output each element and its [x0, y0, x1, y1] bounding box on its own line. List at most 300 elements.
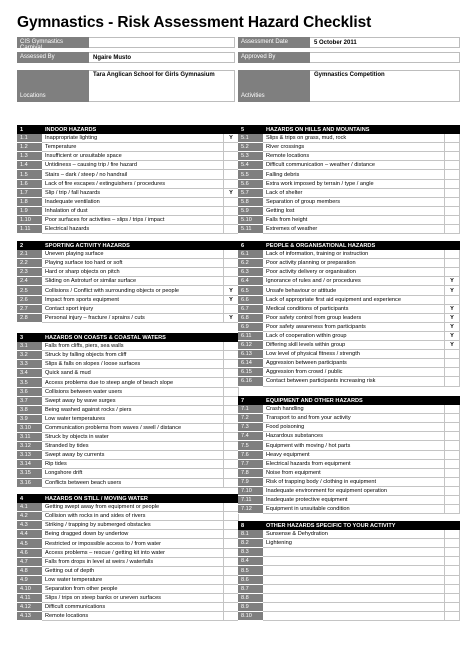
hazard-check-cell[interactable]: [224, 152, 239, 161]
hazard-check-cell[interactable]: [224, 360, 239, 369]
hazard-check-cell[interactable]: Y: [445, 314, 460, 323]
hazard-description: [263, 603, 445, 612]
hazard-check-cell[interactable]: [224, 433, 239, 442]
hazard-check-cell[interactable]: [224, 594, 239, 603]
hazard-check-cell[interactable]: [224, 479, 239, 488]
hazard-check-cell[interactable]: [224, 305, 239, 314]
activity-field[interactable]: [89, 37, 235, 48]
hazard-row: [17, 451, 239, 460]
hazard-check-cell[interactable]: [445, 441, 460, 450]
hazard-description: Remote locations: [42, 612, 224, 621]
hazard-check-cell[interactable]: [445, 225, 460, 234]
hazard-number: 5.7: [238, 189, 263, 198]
hazard-check-cell[interactable]: [445, 530, 460, 539]
assessment-date-row: [238, 37, 460, 48]
hazard-number: 4.4: [17, 530, 42, 539]
hazard-row: [17, 530, 239, 539]
hazard-check-cell[interactable]: [224, 170, 239, 179]
hazard-row: [238, 414, 460, 423]
hazard-check-cell[interactable]: [445, 152, 460, 161]
hazard-row: [17, 134, 239, 143]
hazard-check-cell[interactable]: Y: [445, 286, 460, 295]
hazard-number: 3.16: [17, 479, 42, 488]
hazard-description: Lightening: [263, 539, 445, 548]
hazard-check-cell[interactable]: Y: [445, 332, 460, 341]
hazard-row: [238, 432, 460, 441]
hazard-row: [17, 469, 239, 478]
hazard-description: Poor surfaces for activities – slips / trips / impact: [42, 216, 224, 225]
hazard-check-cell[interactable]: [445, 216, 460, 225]
hazard-row: [238, 594, 460, 603]
hazard-description: Collisions / Conflict with surrounding objects or people: [42, 286, 224, 295]
activities-row: [238, 70, 460, 102]
hazard-number: 7.3: [238, 423, 263, 432]
hazard-number: 5.4: [238, 161, 263, 170]
hazard-number: 6.15: [238, 368, 263, 377]
assessed-by-field[interactable]: Ngaire Musto: [89, 52, 235, 63]
hazard-number: 4.13: [17, 612, 42, 621]
hazard-number: 6.12: [238, 341, 263, 350]
hazard-number: 8.2: [238, 539, 263, 548]
hazard-row: [238, 423, 460, 432]
hazard-description: Striking / trapping by submerged obstacles: [42, 521, 224, 530]
hazard-description: Low level of physical fitness / strength: [263, 350, 445, 359]
hazard-check-cell[interactable]: [445, 548, 460, 557]
hazard-row: [17, 216, 239, 225]
section-title: PEOPLE & ORGANISATIONAL HAZARDS: [266, 242, 376, 249]
hazard-description: Slips / trips on steep banks or uneven surfaces: [42, 594, 224, 603]
hazard-row: [17, 378, 239, 387]
hazard-row: [17, 567, 239, 576]
hazard-row: [238, 487, 460, 496]
hazard-description: Aggression between participants: [263, 359, 445, 368]
hazard-check-cell[interactable]: [224, 424, 239, 433]
hazard-row: [17, 369, 239, 378]
hazard-check-cell[interactable]: [445, 469, 460, 478]
hazard-number: 2.6: [17, 296, 42, 305]
hazard-check-cell[interactable]: Y: [445, 305, 460, 314]
section-water-hazards: [17, 494, 239, 621]
hazard-row: [238, 268, 460, 277]
section-header: [238, 125, 460, 134]
hazard-row: [17, 143, 239, 152]
hazard-description: Slips & trips on grass, mud, rock: [263, 134, 445, 143]
hazard-row: [17, 388, 239, 397]
hazard-description: Being dragged down by undertow: [42, 530, 224, 539]
hazard-number: 7.4: [238, 432, 263, 441]
hazard-number: 2.8: [17, 314, 42, 323]
hazard-check-cell[interactable]: [445, 423, 460, 432]
hazard-check-cell[interactable]: [224, 342, 239, 351]
section-title: SPORTING ACTIVITY HAZARDS: [45, 242, 130, 249]
hazard-description: Medical conditions of participants: [263, 305, 445, 314]
hazard-check-cell[interactable]: [445, 487, 460, 496]
hazard-check-cell[interactable]: [445, 377, 460, 386]
hazard-number: 4.9: [17, 576, 42, 585]
hazard-number: 6.6: [238, 296, 263, 305]
hazard-number: 4.11: [17, 594, 42, 603]
hazard-description: Impact from sports equipment: [42, 296, 224, 305]
hazard-description: Being washed against rocks / piers: [42, 406, 224, 415]
hazard-check-cell[interactable]: [445, 576, 460, 585]
hazard-number: 1.3: [17, 152, 42, 161]
hazard-number: 5.6: [238, 180, 263, 189]
hazard-check-cell[interactable]: Y: [224, 286, 239, 295]
hazard-number: 4.5: [17, 539, 42, 548]
hazard-check-cell[interactable]: [224, 460, 239, 469]
hazard-number: 7.1: [238, 405, 263, 414]
hazard-number: 6.16: [238, 377, 263, 386]
locations-field[interactable]: Tara Anglican School for Girls Gymnasium: [89, 70, 235, 102]
hazard-check-cell[interactable]: [445, 451, 460, 460]
section-number: 7: [241, 397, 245, 404]
hazard-check-cell[interactable]: [445, 170, 460, 179]
hazard-number: 1.2: [17, 143, 42, 152]
hazard-check-cell[interactable]: Y: [224, 314, 239, 323]
hazard-check-cell[interactable]: [224, 161, 239, 170]
hazard-number: 3.15: [17, 469, 42, 478]
hazard-row: [238, 478, 460, 487]
section-title: HAZARDS ON COASTS & COASTAL WATERS: [45, 334, 166, 341]
hazard-row: [17, 460, 239, 469]
section-header: [17, 494, 239, 503]
hazard-row: [238, 305, 460, 314]
hazard-row: [17, 277, 239, 286]
hazard-row: [17, 558, 239, 567]
hazard-check-cell[interactable]: [445, 557, 460, 566]
hazard-number: 8.8: [238, 594, 263, 603]
hazard-row: [17, 189, 239, 198]
hazard-check-cell[interactable]: [224, 603, 239, 612]
section-hills-mountains-hazards: [238, 125, 460, 234]
hazard-check-cell[interactable]: [224, 512, 239, 521]
hazard-number: 8.9: [238, 603, 263, 612]
hazard-check-cell[interactable]: [445, 585, 460, 594]
hazard-check-cell[interactable]: [224, 539, 239, 548]
hazard-number: 3.14: [17, 460, 42, 469]
hazard-description: Food poisoning: [263, 423, 445, 432]
hazard-number: 8.5: [238, 566, 263, 575]
hazard-number: 1.6: [17, 180, 42, 189]
assessed-by-label: Assessed By: [17, 52, 89, 63]
hazard-number: 3.3: [17, 360, 42, 369]
hazard-description: [263, 557, 445, 566]
hazard-number: 3.10: [17, 424, 42, 433]
hazard-description: Extra work imposed by terrain / type / angle: [263, 180, 445, 189]
hazard-row: [238, 296, 460, 305]
hazard-description: Slips & falls on slopes / loose surfaces: [42, 360, 224, 369]
hazard-row: [238, 350, 460, 359]
hazard-description: Collision with rocks in and sides of rivers: [42, 512, 224, 521]
hazard-description: Insufficient or unsuitable space: [42, 152, 224, 161]
hazard-check-cell[interactable]: [224, 351, 239, 360]
hazard-check-cell[interactable]: [224, 268, 239, 277]
assessment-date-field[interactable]: 5 October 2011: [310, 37, 460, 48]
hazard-check-cell[interactable]: [445, 612, 460, 621]
hazard-row: [238, 496, 460, 505]
hazard-description: Inadequate protective equipment: [263, 496, 445, 505]
hazard-description: Uneven playing surface: [42, 250, 224, 259]
hazard-description: Separation from other people: [42, 585, 224, 594]
hazard-description: Untidiness – causing trip / fire hazard: [42, 161, 224, 170]
hazard-check-cell[interactable]: [224, 180, 239, 189]
hazard-check-cell[interactable]: [224, 530, 239, 539]
hazard-description: Rip tides: [42, 460, 224, 469]
hazard-check-cell[interactable]: [445, 505, 460, 514]
hazard-row: [238, 460, 460, 469]
hazard-check-cell[interactable]: [224, 451, 239, 460]
hazard-check-cell[interactable]: [224, 567, 239, 576]
hazard-row: [238, 259, 460, 268]
hazard-row: [238, 161, 460, 170]
hazard-number: 5.10: [238, 216, 263, 225]
section-header: [17, 333, 239, 342]
hazard-check-cell[interactable]: [445, 414, 460, 423]
hazard-number: 6.14: [238, 359, 263, 368]
hazard-description: Poor safety control from group leaders: [263, 314, 445, 323]
hazard-description: Conflicts between beach users: [42, 479, 224, 488]
hazard-check-cell[interactable]: [445, 594, 460, 603]
hazard-description: Lack of appropriate first aid equipment and experience: [263, 296, 445, 305]
hazard-row: [17, 305, 239, 314]
assessment-date-label: Assessment Date: [238, 37, 310, 48]
hazard-check-cell[interactable]: [224, 521, 239, 530]
approved-by-field[interactable]: [310, 52, 460, 63]
hazard-check-cell[interactable]: [445, 460, 460, 469]
hazard-check-cell[interactable]: Y: [445, 341, 460, 350]
hazard-number: 6.5: [238, 286, 263, 295]
hazard-description: [263, 585, 445, 594]
hazard-row: [17, 198, 239, 207]
hazard-check-cell[interactable]: [445, 180, 460, 189]
hazard-row: [17, 225, 239, 234]
activity-label: CIS Gymnastics Carnival: [17, 37, 89, 48]
hazard-row: [17, 594, 239, 603]
hazard-number: 1.4: [17, 161, 42, 170]
hazard-description: Separation of group members: [263, 198, 445, 207]
hazard-check-cell[interactable]: [224, 259, 239, 268]
section-number: 1: [20, 126, 24, 133]
hazard-row: [238, 189, 460, 198]
hazard-number: 6.7: [238, 305, 263, 314]
hazard-check-cell[interactable]: [445, 250, 460, 259]
hazard-check-cell[interactable]: Y: [445, 323, 460, 332]
hazard-number: 8.7: [238, 585, 263, 594]
hazard-check-cell[interactable]: [445, 296, 460, 305]
hazard-description: Hazardous substances: [263, 432, 445, 441]
hazard-description: Equipment with moving / hot parts: [263, 441, 445, 450]
hazard-row: [17, 539, 239, 548]
hazard-check-cell[interactable]: [445, 432, 460, 441]
hazard-description: Playing surface too hard or soft: [42, 259, 224, 268]
hazard-description: Swept away by currents: [42, 451, 224, 460]
hazard-number: 3.6: [17, 388, 42, 397]
section-number: 6: [241, 242, 245, 249]
hazard-number: 2.2: [17, 259, 42, 268]
hazard-description: Equipment in unsuitable condition: [263, 505, 445, 514]
hazard-description: Stranded by tides: [42, 442, 224, 451]
hazard-description: Falls from cliffs, piers, sea walls: [42, 342, 224, 351]
hazard-check-cell[interactable]: [224, 442, 239, 451]
hazard-check-cell[interactable]: [445, 496, 460, 505]
hazard-check-cell[interactable]: [224, 207, 239, 216]
section-indoor-hazards: [17, 125, 239, 234]
hazard-description: [263, 576, 445, 585]
hazard-number: 5.1: [238, 134, 263, 143]
hazard-row: [238, 585, 460, 594]
hazard-check-cell[interactable]: [224, 250, 239, 259]
hazard-description: Differing skill levels within group: [263, 341, 445, 350]
hazard-number: 6.9: [238, 323, 263, 332]
hazard-row: [238, 314, 460, 323]
hazard-number: 7.7: [238, 460, 263, 469]
hazard-check-cell[interactable]: [224, 277, 239, 286]
hazard-check-cell[interactable]: [224, 216, 239, 225]
hazard-description: Remote locations: [263, 152, 445, 161]
hazard-number: 6.1: [238, 250, 263, 259]
hazard-check-cell[interactable]: [224, 143, 239, 152]
hazard-description: Electrical hazards from equipment: [263, 460, 445, 469]
hazard-number: 6.11: [238, 332, 263, 341]
hazard-check-cell[interactable]: [224, 378, 239, 387]
hazard-number: 2.7: [17, 305, 42, 314]
hazard-check-cell[interactable]: [224, 503, 239, 512]
hazard-description: Quick sand & mud: [42, 369, 224, 378]
hazard-row: [17, 180, 239, 189]
hazard-description: [263, 594, 445, 603]
hazard-number: 7.11: [238, 496, 263, 505]
hazard-row: [238, 359, 460, 368]
hazard-description: Crash handling: [263, 405, 445, 414]
hazard-check-cell[interactable]: [224, 549, 239, 558]
hazard-check-cell[interactable]: [445, 539, 460, 548]
hazard-number: 7.8: [238, 469, 263, 478]
hazard-check-cell[interactable]: Y: [445, 277, 460, 286]
hazard-description: Inhalation of dust: [42, 207, 224, 216]
hazard-description: Difficult communications: [42, 603, 224, 612]
hazard-check-cell[interactable]: [445, 368, 460, 377]
hazard-number: 2.4: [17, 277, 42, 286]
hazard-description: Ignorance of rules and / or procedures: [263, 277, 445, 286]
hazard-number: 2.1: [17, 250, 42, 259]
hazard-check-cell[interactable]: [445, 189, 460, 198]
hazard-check-cell[interactable]: [224, 469, 239, 478]
hazard-description: Communication problems from waves / swell / distance: [42, 424, 224, 433]
hazard-description: Collisions between water users: [42, 388, 224, 397]
hazard-check-cell[interactable]: [445, 161, 460, 170]
hazard-row: [17, 479, 239, 488]
hazard-number: 3.8: [17, 406, 42, 415]
hazard-check-cell[interactable]: [224, 388, 239, 397]
hazard-number: 7.5: [238, 441, 263, 450]
hazard-row: [17, 397, 239, 406]
hazard-check-cell[interactable]: [445, 566, 460, 575]
hazard-check-cell[interactable]: [224, 225, 239, 234]
hazard-number: 4.1: [17, 503, 42, 512]
hazard-description: [263, 548, 445, 557]
hazard-description: River crossings: [263, 143, 445, 152]
activities-field[interactable]: Gymnastics Competition: [310, 70, 460, 102]
hazard-check-cell[interactable]: Y: [224, 296, 239, 305]
hazard-row: [238, 216, 460, 225]
hazard-check-cell[interactable]: [224, 585, 239, 594]
hazard-row: [238, 250, 460, 259]
hazard-row: [238, 469, 460, 478]
hazard-check-cell[interactable]: [445, 198, 460, 207]
hazard-check-cell[interactable]: [224, 415, 239, 424]
hazard-check-cell[interactable]: Y: [224, 189, 239, 198]
hazard-description: Lack of information, training or instruction: [263, 250, 445, 259]
hazard-check-cell[interactable]: [445, 405, 460, 414]
hazard-number: 3.11: [17, 433, 42, 442]
section-header: [238, 396, 460, 405]
hazard-check-cell[interactable]: [445, 259, 460, 268]
hazard-description: Low water temperature: [42, 576, 224, 585]
hazard-check-cell[interactable]: [224, 406, 239, 415]
hazard-description: Contact sport injury: [42, 305, 224, 314]
hazard-check-cell[interactable]: [445, 359, 460, 368]
hazard-row: [17, 503, 239, 512]
hazard-number: 1.9: [17, 207, 42, 216]
hazard-description: [263, 566, 445, 575]
hazard-check-cell[interactable]: [224, 198, 239, 207]
hazard-check-cell[interactable]: [224, 576, 239, 585]
hazard-check-cell[interactable]: [445, 603, 460, 612]
section-title: INDOOR HAZARDS: [45, 126, 97, 133]
hazard-check-cell[interactable]: [224, 369, 239, 378]
hazard-number: 1.11: [17, 225, 42, 234]
hazard-description: Unsafe behaviour or attitude: [263, 286, 445, 295]
hazard-number: 2.5: [17, 286, 42, 295]
hazard-number: 7.10: [238, 487, 263, 496]
hazard-check-cell[interactable]: Y: [224, 134, 239, 143]
hazard-row: [17, 286, 239, 295]
hazard-check-cell[interactable]: [445, 350, 460, 359]
hazard-number: 3.13: [17, 451, 42, 460]
hazard-check-cell[interactable]: [445, 134, 460, 143]
hazard-check-cell[interactable]: [224, 397, 239, 406]
hazard-number: 6.13: [238, 350, 263, 359]
hazard-check-cell[interactable]: [445, 143, 460, 152]
section-number: 4: [20, 495, 24, 502]
hazard-description: Falls from drops in level at weirs / waterfalls: [42, 558, 224, 567]
hazard-check-cell[interactable]: [224, 558, 239, 567]
hazard-row: [17, 415, 239, 424]
hazard-check-cell[interactable]: [445, 268, 460, 277]
hazard-number: 6.2: [238, 259, 263, 268]
hazard-number: 8.6: [238, 576, 263, 585]
hazard-row: [238, 152, 460, 161]
section-header: [17, 125, 239, 134]
hazard-description: Aggression from crowd / public: [263, 368, 445, 377]
hazard-row: [238, 180, 460, 189]
hazard-row: [238, 557, 460, 566]
section-number: 2: [20, 242, 24, 249]
hazard-number: 3.2: [17, 351, 42, 360]
hazard-check-cell[interactable]: [224, 612, 239, 621]
hazard-number: 1.1: [17, 134, 42, 143]
hazard-description: Falls from height: [263, 216, 445, 225]
hazard-check-cell[interactable]: [445, 478, 460, 487]
hazard-check-cell[interactable]: [445, 207, 460, 216]
locations-label: Locations: [17, 70, 89, 102]
hazard-description: Heavy equipment: [263, 451, 445, 460]
hazard-number: 4.10: [17, 585, 42, 594]
section-equipment-hazards: [238, 396, 460, 514]
hazard-row: [17, 207, 239, 216]
hazard-description: Access problems – rescue / getting kit into water: [42, 549, 224, 558]
hazard-row: [17, 576, 239, 585]
